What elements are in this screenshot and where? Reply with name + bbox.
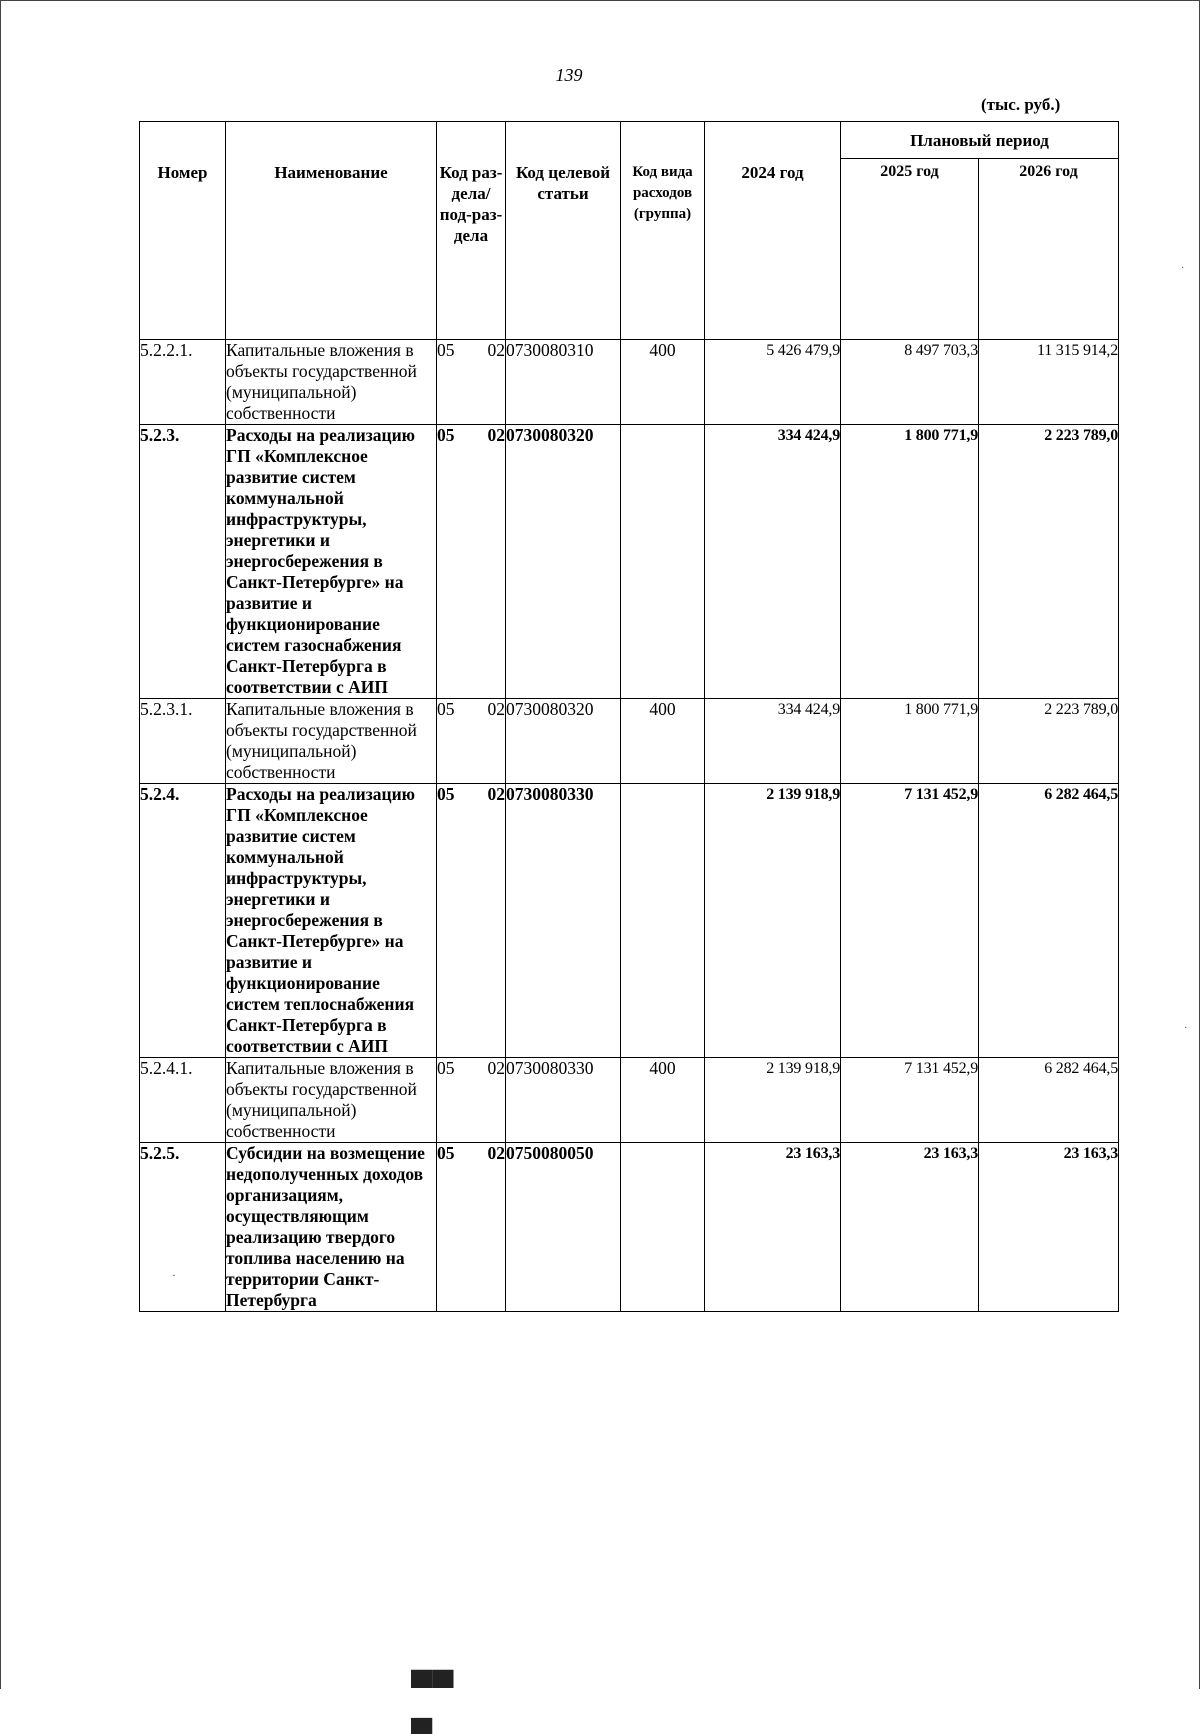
razdel-code: 05 — [437, 784, 455, 804]
header-kod-razdela: Код раз-дела/ под-раз-дела — [437, 122, 506, 340]
podrazdel-code: 02 — [487, 784, 505, 804]
row-amount-2024: 2 139 918,9 — [705, 1058, 841, 1143]
row-razdel — [437, 340, 506, 425]
podrazdel-code: 02 — [487, 340, 505, 360]
podrazdel-code: 02 — [487, 425, 505, 445]
row-amount-2024: 334 424,9 — [705, 425, 841, 699]
header-2026: 2026 год — [979, 159, 1119, 340]
podrazdel-code: 02 — [487, 1058, 505, 1078]
row-celevaya-statya: 0730080330 — [506, 1058, 621, 1143]
row-vid-rashodov — [621, 1143, 705, 1312]
row-vid-rashodov — [621, 784, 705, 1058]
row-razdel — [437, 425, 506, 699]
row-amount-2024: 334 424,9 — [705, 699, 841, 784]
row-celevaya-statya: 0730080310 — [506, 340, 621, 425]
row-name: Субсидии на возмещение недополученных доходов организациям, осуществляющим реализацию твердого топлива населению на территории Санкт-Петербурга — [226, 1143, 437, 1312]
scan-speck: · — [172, 1268, 176, 1282]
page-number: 139 — [555, 65, 583, 85]
razdel-code: 05 — [437, 1058, 455, 1078]
row-name: Расходы на реализацию ГП «Комплексное развитие систем коммунальной инфраструктуры, энергетики и энергосбережения в Санкт-Петербурге» на развитие и функционирование систем газоснабжения Санкт-Петербурга в соответствии с АИП — [226, 425, 437, 699]
units-label: (тыс. руб.) — [981, 95, 1061, 114]
row-razdel — [437, 699, 506, 784]
row-amount-2025: 7 131 452,9 — [841, 1058, 979, 1143]
row-amount-2026: 6 282 464,5 — [979, 784, 1119, 1058]
row-amount-2025: 8 497 703,3 — [841, 340, 979, 425]
header-2024: 2024 год — [705, 122, 841, 340]
row-number: 5.2.4.1. — [140, 1058, 226, 1143]
header-naimenovanie: Наименование — [226, 122, 437, 340]
row-amount-2026: 23 163,3 — [979, 1143, 1119, 1312]
header-2025: 2025 год — [841, 159, 979, 340]
header-kod-vida-rashodov: Код вида расходов (группа) — [621, 122, 705, 340]
table-body — [140, 340, 1119, 1312]
row-amount-2025: 23 163,3 — [841, 1143, 979, 1312]
row-amount-2026: 6 282 464,5 — [979, 1058, 1119, 1143]
row-amount-2026: 11 315 914,2 — [979, 340, 1119, 425]
razdel-code: 05 — [437, 1143, 455, 1163]
row-vid-rashodov — [621, 425, 705, 699]
row-vid-rashodov: 400 — [621, 340, 705, 425]
table-row — [140, 1058, 1119, 1143]
row-name: Капитальные вложения в объекты государственной (муниципальной) собственности — [226, 699, 437, 784]
header-planovyi-period: Плановый период — [841, 122, 1119, 159]
razdel-code: 05 — [437, 425, 455, 445]
row-amount-2025: 1 800 771,9 — [841, 699, 979, 784]
row-number: 5.2.3. — [140, 425, 226, 699]
cut-off-text-fragment: ▀▀ ▄ — [411, 1671, 454, 1734]
row-amount-2025: 7 131 452,9 — [841, 784, 979, 1058]
row-number: 5.2.5. — [140, 1143, 226, 1312]
budget-table — [139, 121, 1119, 1312]
razdel-code: 05 — [437, 340, 455, 360]
row-number: 5.2.2.1. — [140, 340, 226, 425]
table-row — [140, 699, 1119, 784]
row-vid-rashodov: 400 — [621, 699, 705, 784]
row-celevaya-statya: 0730080330 — [506, 784, 621, 1058]
header-kod-celevoi-stati: Код целевой статьи — [506, 122, 621, 340]
podrazdel-code: 02 — [487, 1143, 505, 1163]
scan-speck: · — [1184, 1023, 1188, 1034]
row-razdel — [437, 1058, 506, 1143]
row-amount-2025: 1 800 771,9 — [841, 425, 979, 699]
row-amount-2024: 2 139 918,9 — [705, 784, 841, 1058]
row-celevaya-statya: 0730080320 — [506, 425, 621, 699]
row-amount-2024: 5 426 479,9 — [705, 340, 841, 425]
row-amount-2026: 2 223 789,0 — [979, 425, 1119, 699]
row-razdel — [437, 1143, 506, 1312]
row-name: Капитальные вложения в объекты государственной (муниципальной) собственности — [226, 1058, 437, 1143]
row-celevaya-statya: 0730080320 — [506, 699, 621, 784]
table-row — [140, 340, 1119, 425]
table-header — [140, 122, 1119, 340]
row-name: Капитальные вложения в объекты государственной (муниципальной) собственности — [226, 340, 437, 425]
razdel-code: 05 — [437, 699, 455, 719]
row-number: 5.2.3.1. — [140, 699, 226, 784]
header-nomer: Номер — [140, 122, 226, 340]
scan-speck: · — [1181, 263, 1185, 274]
row-name: Расходы на реализацию ГП «Комплексное развитие систем коммунальной инфраструктуры, энергетики и энергосбережения в Санкт-Петербурге» на развитие и функционирование систем теплоснабжения Санкт-Петербурга в соответствии с АИП — [226, 784, 437, 1058]
row-razdel — [437, 784, 506, 1058]
row-amount-2026: 2 223 789,0 — [979, 699, 1119, 784]
table-row — [140, 784, 1119, 1058]
row-number: 5.2.4. — [140, 784, 226, 1058]
table-row — [140, 1143, 1119, 1312]
row-celevaya-statya: 0750080050 — [506, 1143, 621, 1312]
table-row — [140, 425, 1119, 699]
row-amount-2024: 23 163,3 — [705, 1143, 841, 1312]
row-vid-rashodov: 400 — [621, 1058, 705, 1143]
podrazdel-code: 02 — [487, 699, 505, 719]
